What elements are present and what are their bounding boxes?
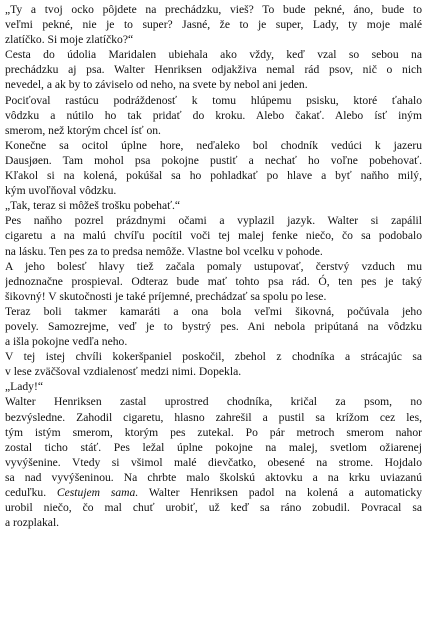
paragraph-p8 [5,304,422,349]
text-line: veľmi pekné, nie je to super? Jasné, že to je super, Lady, ty moje malé [5,18,422,32]
text-line: urobil niečo, čo mal chuť urobiť, už keď sa ráno zobudil. Povracal sa [5,501,422,515]
text-line: smerom, než ktorým chcel ísť on. [5,123,161,137]
text-line: tým istým smerom, ktorým pes zutekal. Po pár metroch smerom nahor [5,425,422,439]
text-line: Pes naňho pozrel prázdnymi očami a vyplazil jazyk. Walter si zapálil [5,214,422,228]
text-line: v lese zväčšoval vzdialenosť medzi nimi. Dopekla. [5,365,242,379]
paragraph-p5 [5,198,422,213]
text-line: zostal ticho stáť. Pes ležal úplne pokojne na malej, svetlom ožiarenej [5,440,422,454]
text-line: Pociťoval rastúcu podráždenosť k tomu hlúpemu psisku, ktoré ťahalo [5,93,422,107]
text-line: A jeho bolesť hlavy tiež začala pomaly ustupovať, čerstvý vzduch mu [5,259,422,273]
text-line: a išla pokojne vedľa neho. [5,335,128,349]
text-line: kým uvoľňoval vôdzku. [5,184,117,198]
text-line: šikovný! V skutočnosti je také príjemné, prechádzať sa spolu po lese. [5,289,327,303]
paragraph-p6 [5,213,422,258]
text-line: Cesta do údolia Maridalen ubiehala ako vždy, keď vzal so sebou na [5,48,422,62]
text-line: „Ty a tvoj ocko pôjdete na prechádzku, vieš? To bude pekné, áno, bude to [5,3,422,16]
paragraph-p10 [5,379,422,394]
text-line: Dausjøen. Tam mohol psa pokojne pustiť a nechať ho voľne pobehovať. [5,153,422,167]
text-line [5,485,422,500]
text-line: vyvýšenine. Vtedy si všimol malé dievčatko, obesené na strome. Hojdalo [5,455,422,469]
text-line: povely. Samozrejme, veď je to bystrý pes. Ani nebola pripútaná na vôdzku [5,319,422,333]
text-segment: ceduľku. [5,486,57,499]
paragraph-p4 [5,138,422,198]
text-line: prechádzku aj psa. Walter Henriksen odjakživa nemal rád psov, nič o nich [5,63,422,77]
text-line: a rozplakal. [5,516,60,530]
text-line: vôdzku a nútilo ho tak pridať do kroku. Alebo čakať. Alebo ísť iným [5,108,422,122]
text-line: Konečne sa ocitol úplne hore, neďaleko bol chodník vedúci k jazeru [5,138,422,152]
text-line: cigaretu a na malú chvíľu pocítil voči tej malej fenke niečo, čo sa podobalo [5,229,422,243]
paragraph-p11 [5,394,422,530]
italic-text: Cestujem sama. [56,486,139,499]
text-line: nevedel, a ak by to záviselo od neho, na svete by nebol ani jeden. [5,78,308,92]
text-line: sa nad vyvýšeninou. Na chrbte malo školskú aktovku a na krku uviazanú [5,470,422,484]
text-line: na lásku. Ten pes za to predsa nemôže. Vlastne bol vcelku v pohode. [5,244,323,258]
text-line: Teraz boli takmer kamaráti a ona bola veľmi šikovná, počúvala jeho [5,304,422,318]
paragraph-p3 [5,93,422,138]
text-line: bezvýsledne. Zahodil cigaretu, hlasno zahrešil a pustil sa krížom cez les, [5,410,422,424]
text-line: zlatíčko. Si moje zlatíčko?“ [5,33,134,47]
text-segment: Walter Henriksen padol na kolená a automaticky [138,486,422,499]
body-text [5,2,422,530]
text-line: jednoznačne prospieval. Odteraz bude mať tohto psa rád. Ó, ten pes je taký [5,274,422,288]
text-line: „Tak, teraz si môžeš trošku pobehať.“ [5,199,181,213]
paragraph-p9 [5,349,422,379]
text-line: Kľakol si na kolená, pokúšal sa ho pohladkať po hlave a byť naňho milý, [5,169,422,183]
paragraph-p1 [5,2,422,47]
paragraph-p2 [5,47,422,92]
paragraph-p7 [5,259,422,304]
text-line: „Lady!“ [5,380,43,394]
text-line: Walter Henriksen zastal uprostred chodníka, kričal za psom, no [5,395,422,409]
text-line: V tej istej chvíli kokeršpaniel poskočil, zbehol z chodníka a strácajúc sa [5,350,422,364]
